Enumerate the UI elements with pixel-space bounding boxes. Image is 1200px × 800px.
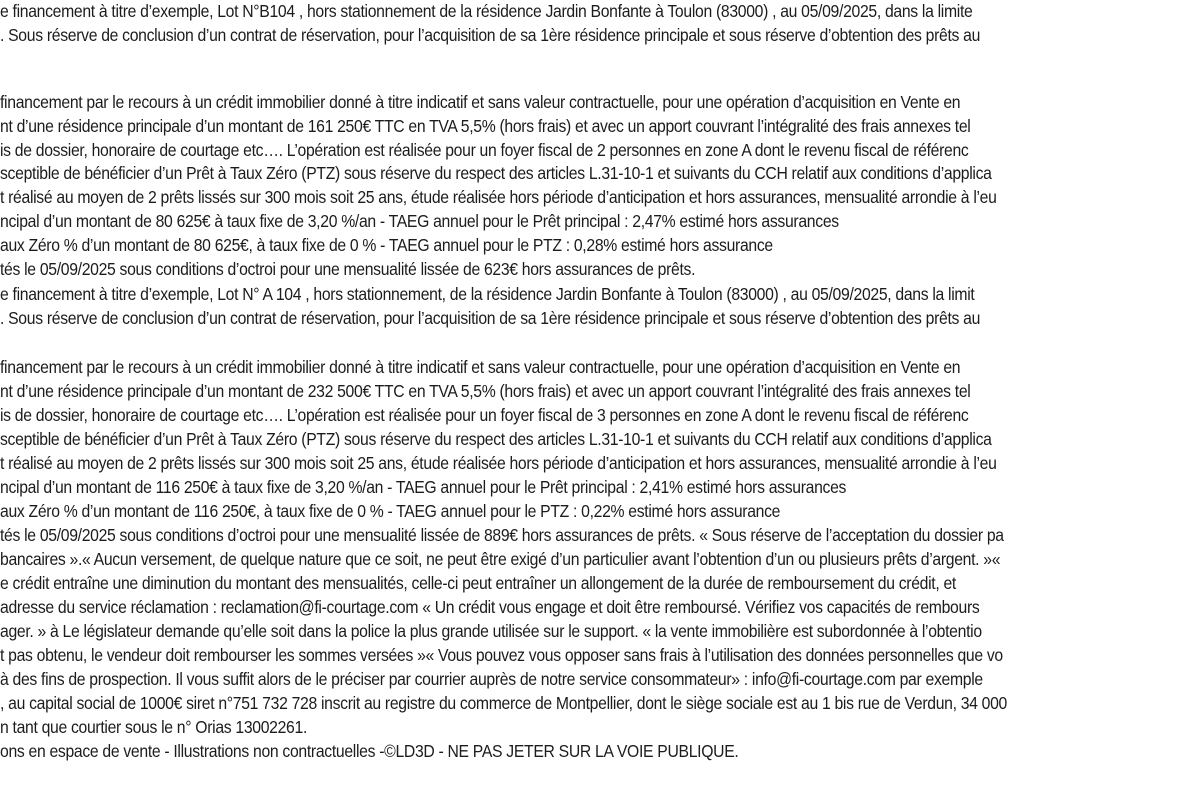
text-line: n tant que courtier sous le n° Orias 13002261. bbox=[0, 717, 308, 737]
text-line: financement par le recours à un crédit immobilier donné à titre indicatif et sans valeur contractuelle, pour une opération d’acquisition en Vente en bbox=[0, 357, 961, 377]
text-line: is de dossier, honoraire de courtage etc…. L’opération est réalisée pour un foyer fiscal de 2 personnes en zone A dont le revenu fiscal de référenc bbox=[0, 140, 969, 160]
text-line: financement par le recours à un crédit immobilier donné à titre indicatif et sans valeur contractuelle, pour une opération d’acquisition en Vente en bbox=[0, 92, 961, 112]
text-line: t réalisé au moyen de 2 prêts lissés sur 300 mois soit 25 ans, étude réalisée hors période d’anticipation et hors assurances, mensualité arrondie à l’eu bbox=[0, 187, 997, 207]
text-line: . Sous réserve de conclusion d’un contrat de réservation, pour l’acquisition de sa 1ère résidence principale et sous réserve d’obtention des prêts au bbox=[0, 25, 981, 45]
text-line: nt d’une résidence principale d’un montant de 161 250€ TTC en TVA 5,5% (hors frais) et avec un apport couvrant l’intégralité des frais annexes tel bbox=[0, 116, 971, 136]
text-line: e crédit entraîne une diminution du montant des mensualités, celle-ci peut entraîner un allongement de la durée de remboursement du crédit, et bbox=[0, 573, 956, 593]
text-line: is de dossier, honoraire de courtage etc…. L’opération est réalisée pour un foyer fiscal de 3 personnes en zone A dont le revenu fiscal de référenc bbox=[0, 405, 969, 425]
text-line: e financement à titre d’exemple, Lot N° A 104 , hors stationnement, de la résidence Jardin Bonfante à Toulon (83000) , au 05/09/2025, dans la limit bbox=[0, 284, 975, 304]
text-line: nt d’une résidence principale d’un montant de 232 500€ TTC en TVA 5,5% (hors frais) et avec un apport couvrant l’intégralité des frais annexes tel bbox=[0, 381, 971, 401]
text-line: aux Zéro % d’un montant de 80 625€, à taux fixe de 0 % - TAEG annuel pour le PTZ : 0,28% estimé hors assurance bbox=[0, 235, 773, 255]
text-line: , au capital social de 1000€ siret n°751 732 728 inscrit au registre du commerce de Montpellier, dont le siège sociale est au 1 bis rue de Verdun, 34 000 bbox=[0, 693, 1008, 713]
text-line: tés le 05/09/2025 sous conditions d’octroi pour une mensualité lissée de 623€ hors assurances de prêts. bbox=[0, 259, 696, 279]
text-line: . Sous réserve de conclusion d’un contrat de réservation, pour l’acquisition de sa 1ère résidence principale et sous réserve d’obtention des prêts au bbox=[0, 308, 981, 328]
text-line: bancaires ».« Aucun versement, de quelque nature que ce soit, ne peut être exigé d’un particulier avant l’obtention d’un ou plusieurs prêts d’argent. »« bbox=[0, 549, 1001, 569]
text-line: à des fins de prospection. Il vous suffit alors de le préciser par courrier auprès de notre service consommateur» : info@fi-courtage.com par exemple bbox=[0, 669, 983, 689]
text-line: t réalisé au moyen de 2 prêts lissés sur 300 mois soit 25 ans, étude réalisée hors période d’anticipation et hors assurances, mensualité arrondie à l’eu bbox=[0, 453, 997, 473]
text-line: e financement à titre d’exemple, Lot N°B104 , hors stationnement de la résidence Jardin Bonfante à Toulon (83000) , au 05/09/2025, dans la limite bbox=[0, 1, 973, 21]
text-line: sceptible de bénéficier d’un Prêt à Taux Zéro (PTZ) sous réserve du respect des articles L.31-10-1 et suivants du CCH relatif aux conditions d’applica bbox=[0, 163, 992, 183]
text-line: t pas obtenu, le vendeur doit rembourser les sommes versées »« Vous pouvez vous opposer sans frais à l’utilisation des données personnelles que vo bbox=[0, 645, 1003, 665]
text-line: ncipal d’un montant de 116 250€ à taux fixe de 3,20 %/an - TAEG annuel pour le Prêt principal : 2,41% estimé hors assurances bbox=[0, 477, 847, 497]
text-line: ons en espace de vente - Illustrations non contractuelles -©LD3D - NE PAS JETER SUR LA VOIE PUBLIQUE. bbox=[0, 741, 739, 761]
text-line: tés le 05/09/2025 sous conditions d’octroi pour une mensualité lissée de 889€ hors assurances de prêts. « Sous réserve de l’acceptation du dossier pa bbox=[0, 525, 1004, 545]
text-line: sceptible de bénéficier d’un Prêt à Taux Zéro (PTZ) sous réserve du respect des articles L.31-10-1 et suivants du CCH relatif aux conditions d’applica bbox=[0, 429, 992, 449]
text-line: ager. » à Le législateur demande qu’elle soit dans la police la plus grande utilisée sur le support. « la vente immobilière est subordonnée à l’obtentio bbox=[0, 621, 982, 641]
text-line: adresse du service réclamation : reclamation@fi-courtage.com « Un crédit vous engage et doit être remboursé. Vérifiez vos capacités de rembours bbox=[0, 597, 980, 617]
text-line: aux Zéro % d’un montant de 116 250€, à taux fixe de 0 % - TAEG annuel pour le PTZ : 0,22% estimé hors assurance bbox=[0, 501, 781, 521]
text-line: ncipal d’un montant de 80 625€ à taux fixe de 3,20 %/an - TAEG annuel pour le Prêt principal : 2,47% estimé hors assurances bbox=[0, 211, 839, 231]
